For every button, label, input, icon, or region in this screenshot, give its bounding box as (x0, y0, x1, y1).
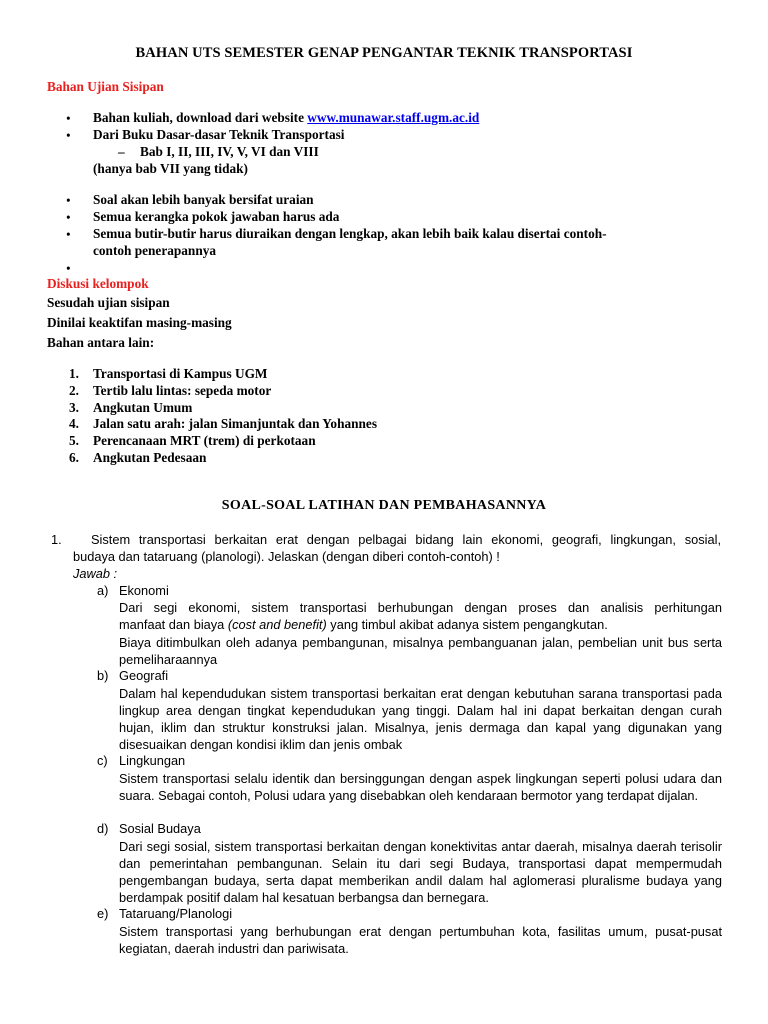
section-heading-soal: SOAL-SOAL LATIHAN DAN PEMBAHASANNYA (221, 498, 547, 513)
bullet-marker: • (66, 227, 71, 242)
bullet-item-5-line1: Semua butir-butir harus diuraikan dengan lengkap, akan lebih baik kalau disertai contoh- (93, 226, 607, 241)
answer-e-label: e) (97, 906, 109, 921)
answer-c-label: c) (97, 753, 108, 768)
answer-a-text-italic: (cost and benefit) (227, 617, 327, 632)
bullet-item-1-text: Bahan kuliah, download dari website (93, 110, 308, 125)
bullet-item-3: Soal akan lebih banyak bersifat uraian (93, 192, 314, 207)
answer-d-paragraph: Dari segi sosial, sistem transportasi berkaitan dengan konektivitas antar daerah, misalnya daerah terisolir dan pemerintahan pembangunan. Selain itu dari segi Budaya, transportasi dapat mempermudah pengembangan budaya, serta dapat memberikan andil dalam hal aglomerasi pluralisme budaya yang berdampak positif dalam hal kesatuan berbangsa dan bernegara. (119, 839, 722, 905)
bullet-marker: • (66, 193, 71, 208)
answer-d-title: Sosial Budaya (119, 821, 201, 836)
section-heading-bahan: Bahan Ujian Sisipan (47, 79, 164, 94)
list-number: 2. (69, 383, 79, 398)
bullet-marker: • (66, 128, 71, 143)
document-title: BAHAN UTS SEMESTER GENAP PENGANTAR TEKNIK TRANSPORTASI (135, 45, 633, 61)
answer-a-line2 (119, 617, 608, 634)
diskusi-line-3: Bahan antara lain: (47, 335, 155, 350)
question-line-1: Sistem transportasi berkaitan erat dengan pelbagai bidang lain ekonomi, geografi, lingkungan, sosial, (91, 532, 721, 547)
dash-marker: – (118, 144, 125, 159)
website-link[interactable]: www.munawar.staff.ugm.ac.id (307, 110, 480, 125)
bullet-item-4: Semua kerangka pokok jawaban harus ada (93, 209, 340, 224)
question-number: 1. (51, 532, 62, 547)
list-item: Angkutan Umum (93, 400, 193, 415)
bullet-marker: • (66, 111, 71, 126)
answer-d-label: d) (97, 821, 109, 836)
diskusi-line-1: Sesudah ujian sisipan (47, 295, 170, 310)
answer-b-paragraph: Dalam hal kependudukan sistem transportasi berkaitan erat dengan kebutuhan sarana transportasi pada lingkup area dengan tingkat kependudukan yang tinggi. Dalam hal ini dapat berkaitan dengan curah hujan, iklim dan struktur konstruksi jalan. Misalnya, jenis dermaga dan kapal yang digunakan yang disesuaikan dengan kondisi iklim dan jenis ombak (119, 686, 722, 752)
bullet-marker: • (66, 210, 71, 225)
answer-label: Jawab : (73, 566, 118, 581)
answer-e-title: Tataruang/Planologi (119, 906, 233, 921)
list-item: Transportasi di Kampus UGM (93, 366, 268, 381)
list-item: Tertib lalu lintas: sepeda motor (93, 383, 272, 398)
bullet-item-1 (93, 110, 479, 127)
bullet-item-5-line2: contoh penerapannya (93, 243, 217, 258)
answer-a-text-post: yang timbul akibat adanya sistem pengangkutan. (326, 617, 608, 632)
answer-c-title: Lingkungan (119, 753, 186, 768)
list-item: Perencanaan MRT (trem) di perkotaan (93, 433, 316, 448)
sub-item-bab: Bab I, II, III, IV, V, VI dan VIII (140, 144, 319, 159)
answer-a-text-pre: manfaat dan biaya (119, 617, 228, 632)
section-heading-diskusi: Diskusi kelompok (47, 276, 149, 291)
list-item: Jalan satu arah: jalan Simanjuntak dan Yohannes (93, 416, 377, 431)
answer-a-title: Ekonomi (119, 583, 169, 598)
list-number: 1. (69, 366, 79, 381)
list-number: 4. (69, 416, 79, 431)
list-item: Angkutan Pedesaan (93, 450, 207, 465)
bullet-marker-empty: • (66, 261, 71, 276)
bullet-item-2: Dari Buku Dasar-dasar Teknik Transportasi (93, 127, 345, 142)
list-number: 3. (69, 400, 79, 415)
answer-a-paragraph-2: Biaya ditimbulkan oleh adanya pembangunan, misalnya pembanguanan jalan, pembelian unit bus serta pemeliharaannya (119, 635, 722, 667)
list-number: 5. (69, 433, 79, 448)
question-line-2: budaya dan tataruang (planologi). Jelaskan (dengan diberi contoh-contoh) ! (73, 549, 500, 564)
answer-e-paragraph: Sistem transportasi yang berhubungan erat dengan pertumbuhan kota, fasilitas umum, pusat-pusat kegiatan, daerah industri dan pariwisata. (119, 924, 722, 956)
answer-a-label: a) (97, 583, 109, 598)
sub-item-note: (hanya bab VII yang tidak) (93, 161, 248, 176)
answer-c-paragraph: Sistem transportasi selalu identik dan bersinggungan dengan aspek lingkungan seperti polusi udara dan suara. Sebagai contoh, Polusi udara yang disebabkan oleh kendaraan bermotor yang terdapat dijalan. (119, 771, 722, 803)
answer-a-line1: Dari segi ekonomi, sistem transportasi berhubungan dengan proses dan analisis perhitungan (119, 600, 722, 615)
answer-b-label: b) (97, 668, 109, 683)
diskusi-line-2: Dinilai keaktifan masing-masing (47, 315, 232, 330)
answer-b-title: Geografi (119, 668, 169, 683)
list-number: 6. (69, 450, 79, 465)
